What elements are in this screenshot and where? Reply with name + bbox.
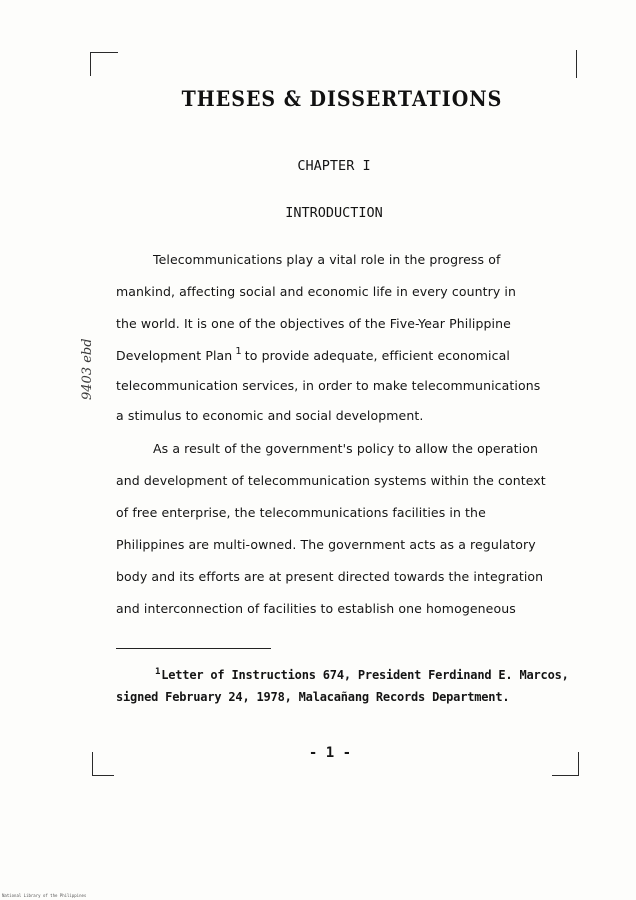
page-number: - 1 - [308,745,352,761]
library-stamp: THESES & DISSERTATIONS [181,86,503,112]
development-plan-tail: to provide adequate, efficient economical [244,348,510,363]
footnote-divider [116,648,271,649]
crop-mark-top-left-h [90,52,118,53]
paragraph1-line4 [116,348,510,363]
paragraph1-line2: mankind, affecting social and economic life in every country in [116,284,517,299]
paragraph2-line2: and development of telecommunication systems within the context [116,473,546,488]
crop-mark-top-left [90,52,91,76]
paragraph1-line6: a stimulus to economic and social development. [116,408,424,423]
footnote-line2: signed February 24, 1978, Malacañang Records Department. [116,690,510,704]
section-title: INTRODUCTION [285,205,383,221]
paragraph1-line1: Telecommunications play a vital role in the progress of [153,252,501,267]
crop-mark-bottom-left-h [92,775,114,776]
paragraph2-line1: As a result of the government's policy to allow the operation [153,441,538,456]
paragraph2-line5: body and its efforts are at present directed towards the integration [116,569,544,584]
development-plan-text: Development Plan [116,348,233,363]
footnote-ref: 1 [235,346,242,357]
paragraph2-line6: and interconnection of facilities to establish one homogeneous [116,601,516,616]
chapter-heading: CHAPTER I [297,158,371,174]
paragraph2-line3: of free enterprise, the telecommunications facilities in the [116,505,486,520]
paragraph2-line4: Philippines are multi-owned. The government acts as a regulatory [116,537,536,552]
footnote-text1: Letter of Instructions 674, President Ferdinand E. Marcos, [161,668,569,682]
crop-mark-top-right [576,50,577,78]
footnote-marker: 1 [155,667,161,677]
handwritten-margin-note: 9403 ebd [80,338,95,400]
paragraph1-line3: the world. It is one of the objectives of the Five-Year Philippine [116,316,511,331]
footnote-line1 [155,668,569,682]
crop-mark-bottom-right-h [552,775,578,776]
paragraph1-line5: telecommunication services, in order to make telecommunications [116,378,541,393]
scan-footer-id: National Library of the Philippines [2,893,87,898]
